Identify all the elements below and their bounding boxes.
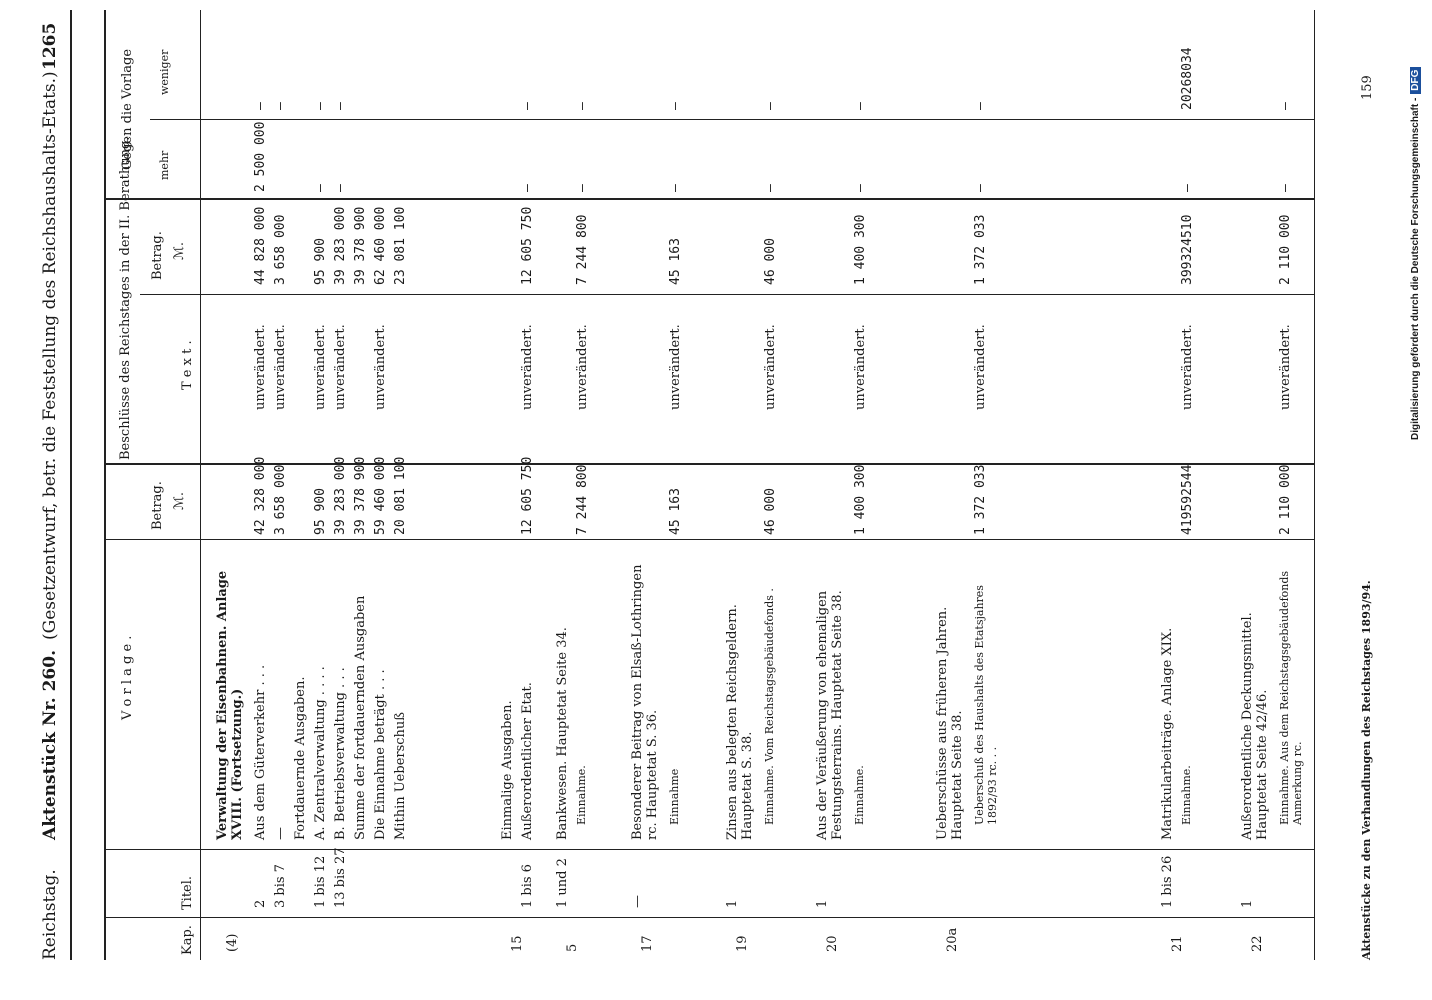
col-beschluesse: Beschlüsse des Reichstages in der II. Berathung. [118, 136, 133, 460]
cell-kap: 19 [735, 935, 750, 952]
header-title-a: Aktenstück Nr. 260. [40, 649, 60, 840]
cell-weniger: — [763, 102, 778, 110]
cell-vorlage: A. Zentralverwaltung . . . . [313, 666, 328, 840]
cell-b-betrag: 7 244 800 [575, 214, 590, 285]
cell-betrag: 42 328 000 [253, 456, 268, 535]
cell-vorlage: Aus der Veräußerung von ehemaligen Festungsterrains. Hauptetat Seite 38. [815, 590, 845, 840]
page-number: 1265 [40, 22, 60, 70]
dfg-logo: DFG [1410, 67, 1421, 94]
cell-b-betrag: 12 605 750 [520, 206, 535, 285]
cell-weniger: — [520, 102, 535, 110]
cell-betrag: 3 658 000 [273, 464, 288, 535]
cell-mehr: — [1278, 184, 1293, 192]
cell-b-text: unverändert. [373, 324, 388, 410]
cell-b-betrag: 62 460 000 [373, 206, 388, 285]
cell-b-text: unverändert. [1180, 324, 1195, 410]
cell-sub: Einnahme. [1180, 765, 1193, 825]
cell-mehr: — [313, 184, 328, 192]
cell-b-betrag: 46 000 [763, 238, 778, 285]
cell-vorlage: Summe der fortdauernden Ausgaben [353, 595, 368, 840]
cell-sub: Ueberschuß des Haushalts des Etatsjahres 1892/93 rc. . . [973, 585, 999, 825]
cell-b-betrag: 399324510 [1180, 214, 1195, 285]
cell-vorlage: Einmalige Ausgaben. [500, 700, 515, 840]
cell-b-betrag: 39 378 900 [353, 206, 368, 285]
col-weniger: weniger [158, 49, 171, 95]
cell-betrag: 95 900 [313, 488, 328, 535]
header-rule [70, 10, 72, 960]
cell-b-text: unverändert. [853, 324, 868, 410]
cell-weniger: — [973, 102, 988, 110]
cell-betrag: 2 110 000 [1278, 464, 1293, 535]
cell-b-betrag: 39 283 000 [333, 206, 348, 285]
cell-weniger: — [333, 102, 348, 110]
cell-kap: 20a [945, 927, 960, 952]
cell-kap: 21 [1170, 935, 1185, 952]
rule-vorlage [104, 539, 1314, 540]
cell-betrag: 46 000 [763, 488, 778, 535]
cell-betrag: 7 244 800 [575, 464, 590, 535]
cell-betrag: 419592544 [1180, 464, 1195, 535]
credit-line [1410, 67, 1421, 440]
cell-b-text: unverändert. [668, 324, 683, 410]
cell-b-text: unverändert. [253, 324, 268, 410]
cell-titel: 1 bis 6 [520, 864, 535, 908]
cell-vorlage: Mithin Ueberschuß [393, 712, 408, 840]
cell-weniger: — [853, 102, 868, 110]
cell-betrag: 1 372 033 [973, 464, 988, 535]
col-b-betrag: Betrag. [150, 231, 165, 280]
cell-vorlage: B. Betriebsverwaltung . . . [333, 667, 348, 840]
rule-text [140, 294, 1314, 295]
cell-titel: 1 [815, 899, 830, 908]
cell-vorlage: Außerordentliche Deckungsmittel. Hauptetat Seite 42/46. [1240, 612, 1270, 840]
cell-titel: 1 bis 12 [313, 855, 328, 908]
cell-mehr: — [575, 184, 590, 192]
cell-b-text: unverändert. [1278, 324, 1293, 410]
cell-kap: 5 [565, 943, 580, 952]
cell-b-betrag: 45 163 [668, 238, 683, 285]
cell-titel: 13 bis 27 [333, 847, 348, 908]
cell-vorlage: Aus dem Güterverkehr . . . [253, 664, 268, 840]
table-bottom-rule [1314, 10, 1315, 960]
cell-vorlage: Außerordentlicher Etat. [520, 682, 535, 840]
cell-b-betrag: 23 081 100 [393, 206, 408, 285]
cell-b-betrag: 95 900 [313, 238, 328, 285]
rule-kap [104, 917, 1314, 918]
cell-mehr: — [763, 184, 778, 192]
col-titel: Titel. [180, 875, 195, 910]
cell-b-text: unverändert. [333, 324, 348, 410]
cell-titel: 1 [1240, 899, 1255, 908]
footer-left: Aktenstücke zu den Verhandlungen des Reichstages 1893/94. [1360, 580, 1373, 960]
cell-sub: Einnahme. [575, 765, 588, 825]
cell-b-betrag: 44 828 000 [253, 206, 268, 285]
cell-betrag: 39 378 900 [353, 456, 368, 535]
cell-b-betrag: 2 110 000 [1278, 214, 1293, 285]
cell-betrag: 39 283 000 [333, 456, 348, 535]
cell-vorlage: — [273, 827, 288, 840]
cell-weniger: 20268034 [1180, 47, 1195, 110]
cell-betrag: 12 605 750 [520, 456, 535, 535]
cell-betrag: 59 460 000 [373, 456, 388, 535]
table-top-rule [104, 10, 106, 960]
cell-sub: Einnahme. [853, 765, 866, 825]
cell-kap: 22 [1250, 935, 1265, 952]
cell-kap: 17 [640, 935, 655, 952]
cell-vorlage: Fortdauernde Ausgaben. [293, 676, 308, 840]
cell-betrag: 20 081 100 [393, 456, 408, 535]
cell-b-text: unverändert. [575, 324, 590, 410]
cell-vorlage: Ueberschüsse aus früheren Jahren. Hauptetat Seite 38. [935, 606, 965, 840]
cell-betrag: 1 400 300 [853, 464, 868, 535]
cell-kap: 20 [825, 935, 840, 952]
cell-mehr: — [520, 184, 535, 192]
cell-vorlage: Zinsen aus belegten Reichsgeldern. Hauptetat S. 38. [725, 604, 755, 840]
cell-b-betrag: 3 658 000 [273, 214, 288, 285]
cell-b-text: unverändert. [973, 324, 988, 410]
cell-sub: Einnahme. Aus dem Reichstagsgebäudefonds Anmerkung rc. [1278, 570, 1304, 825]
header-left: Reichstag. [40, 869, 60, 960]
credit-text: Digitalisierung gefördert durch die Deutsche Forschungsgemeinschaft - [1410, 97, 1421, 440]
cell-b-text: unverändert. [520, 324, 535, 410]
cell-weniger: — [253, 102, 268, 110]
cell-b-text: unverändert. [273, 324, 288, 410]
table-head-rule [200, 10, 201, 960]
cell-mehr: — [1180, 184, 1195, 192]
col-kap: Kap. [180, 925, 195, 955]
cell-weniger: — [313, 102, 328, 110]
sheet-number: 159 [1360, 75, 1375, 100]
cell-b-betrag: 1 400 300 [853, 214, 868, 285]
cell-mehr: 2 500 000 [253, 121, 268, 192]
cell-mehr: — [973, 184, 988, 192]
cell-sub: Einnahme [668, 768, 681, 825]
header-title-b: (Gesetzentwurf, betr. die Feststellung des Reichshaushalts-Etats.) [40, 71, 60, 640]
cell-titel: — [630, 895, 645, 908]
cell-mehr: — [668, 184, 683, 192]
col-text: T e x t . [180, 340, 195, 390]
col-betrag: Betrag. [150, 481, 165, 530]
cell-vorlage: Bankwesen. Hauptetat Seite 34. [555, 627, 570, 840]
rule-titel [104, 849, 1314, 850]
cell-titel: 1 und 2 [555, 858, 570, 908]
cell-vorlage: Die Einnahme beträgt . . . [373, 669, 388, 840]
cell-weniger: — [1278, 102, 1293, 110]
cell-vorlage: Matrikularbeiträge. Anlage XIX. [1160, 627, 1175, 840]
cell-b-betrag: 1 372 033 [973, 214, 988, 285]
cell-betrag: 45 163 [668, 488, 683, 535]
cell-weniger: — [575, 102, 590, 110]
cell-weniger: — [273, 102, 288, 110]
col-vorlage: V o r l a g e . [120, 635, 135, 720]
col-mehr: mehr [158, 150, 171, 180]
cell-weniger: — [668, 102, 683, 110]
col-gegen: Gegen die Vorlage [120, 48, 135, 170]
cell-titel: 1 [725, 899, 740, 908]
col-mark: ℳ. [172, 491, 187, 510]
cell-kap: (4) [225, 933, 240, 952]
cell-kap: 15 [510, 935, 525, 952]
cell-titel: 2 [253, 899, 268, 908]
cell-sub: Einnahme. Vom Reichstagsgebäudefonds . [763, 588, 776, 825]
cell-titel: 1 bis 26 [1160, 855, 1175, 908]
cell-b-text: unverändert. [763, 324, 778, 410]
cell-mehr: — [333, 184, 348, 192]
cell-titel: 3 bis 7 [273, 864, 288, 908]
rule-mehr [150, 119, 1314, 120]
cell-vorlage: Verwaltung der Eisenbahnen. Anlage XVIII. (Fortsetzung.) [215, 570, 245, 840]
cell-vorlage: Besonderer Beitrag von Elsaß-Lothringen rc. Hauptetat S. 36. [630, 564, 660, 840]
rule-b-betrag [104, 198, 1314, 200]
col-b-mark: ℳ. [172, 241, 187, 260]
cell-mehr: — [853, 184, 868, 192]
cell-b-text: unverändert. [313, 324, 328, 410]
